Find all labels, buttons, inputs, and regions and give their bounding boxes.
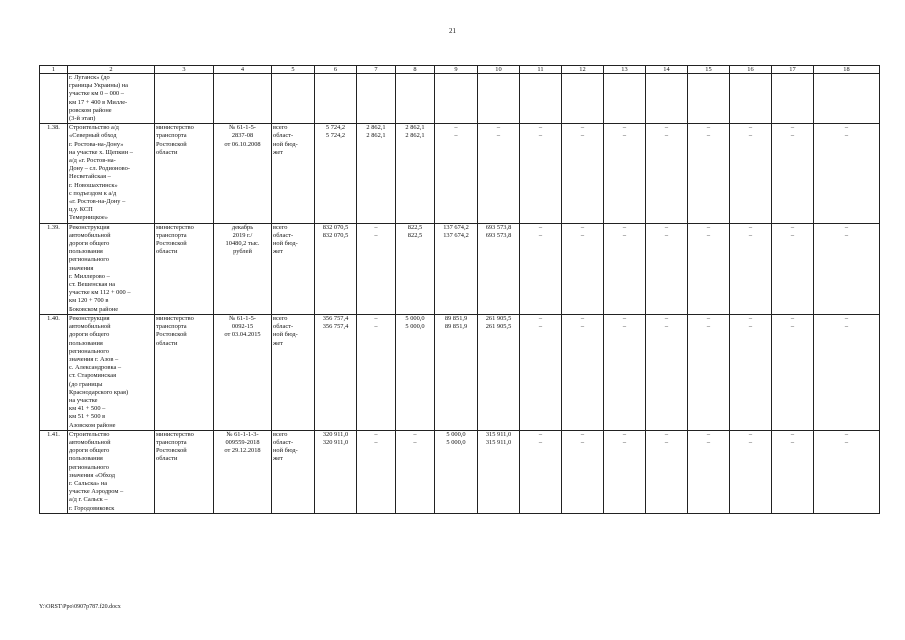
amount-total: – [664,124,669,132]
column-number-header: 2 [68,66,155,74]
amount-regional-budget: – [748,323,753,331]
amount-regional-budget: – [580,323,585,331]
amount-total: – [622,430,627,438]
amount-cell [520,124,562,223]
agency-cell-text: министерство транспорта Ростовской области [156,314,194,347]
funding-total-label: всего [273,223,288,231]
amount-cell [562,223,604,314]
amount-regional-budget: – [790,231,795,239]
amount-regional-budget: – [706,438,711,446]
amount-regional-budget: – [580,132,585,140]
amount-total: – [374,314,378,322]
amount-total: 2 862,1 [405,124,425,132]
funding-source-cell [272,430,315,513]
agency-cell [155,430,214,513]
amount-total: – [413,430,417,438]
amount-cell [315,314,357,430]
amount-total: – [664,314,669,322]
amount-total: – [706,124,711,132]
column-number-header: 13 [604,66,646,74]
amount-regional-budget: 832 070,5 [322,231,349,239]
amount-total: – [748,430,753,438]
column-number-header: 18 [814,66,880,74]
amount-cell [646,314,688,430]
amount-total: 832 070,5 [322,223,349,231]
funding-source-cell [272,74,315,124]
document-cell-text: № 61-1-5- 2837-08 от 06.10.2008 [224,124,261,148]
amount-regional-budget: – [706,132,711,140]
amount-total: – [496,124,501,132]
object-name-cell-text: Строительство автомобильной дороги общего пользования регионального значения «Обход г. Сальска» на участке Аэродром – а/д г. Сальск – г. Городовиковск [69,430,124,512]
amount-total: – [790,124,795,132]
amount-regional-budget: – [664,231,669,239]
amount-total: 5 000,0 [446,430,466,438]
amount-cell [357,74,396,124]
agency-cell [155,124,214,223]
amount-total: – [748,314,753,322]
funding-regional-budget-label: област- ной бюд- жет [273,323,298,347]
funding-regional-budget-label: област- ной бюд- жет [273,438,298,463]
amount-total: – [844,124,849,132]
row-number-cell [40,223,68,314]
amount-cell [646,74,688,124]
agency-cell [155,74,214,124]
amount-cell [646,223,688,314]
object-name-cell [68,124,155,223]
row-number-cell [40,74,68,124]
amount-cell [478,314,520,430]
object-name-cell-text: г. Луганск» (до границы Украины) на участке км 0 – 000 – км 17 + 400 в Милле- ровском районе (3-й этап) [69,74,129,123]
amount-total: 822,5 [407,223,423,231]
agency-cell-text: министерство транспорта Ростовской области [156,430,194,463]
amount-total: 356 757,4 [322,314,349,322]
amount-cell [688,430,730,513]
amount-regional-budget: – [664,438,669,446]
object-name-cell [68,74,155,124]
funding-total-label: всего [273,430,288,438]
funding-regional-budget-label: област- ной бюд- жет [273,132,298,156]
amount-regional-budget: – [374,438,378,446]
amount-total: – [844,430,849,438]
amount-cell [688,74,730,124]
column-number-header: 5 [272,66,315,74]
amount-cell [730,430,772,513]
amount-total: – [664,430,669,438]
amount-total: – [844,223,849,231]
funding-regional-budget-label: област- ной бюд- жет [273,231,298,256]
amount-regional-budget: – [844,132,849,140]
amount-total: 2 862,1 [366,124,386,132]
column-number-header: 3 [155,66,214,74]
amount-cell [646,124,688,223]
amount-cell [646,430,688,513]
column-number-header: 4 [214,66,272,74]
amount-cell [604,223,646,314]
amount-regional-budget: 5 000,0 [446,438,466,446]
funding-total-label: всего [273,314,288,322]
amount-regional-budget: – [748,231,753,239]
amount-cell [562,314,604,430]
amount-cell [772,124,814,223]
document-cell-text: № 61-1-5- 0092-15 от 03.04.2015 [224,314,261,339]
amount-regional-budget: 356 757,4 [322,323,349,331]
amount-cell [435,223,478,314]
amount-cell [357,314,396,430]
amount-total: – [706,430,711,438]
amount-total: – [374,430,378,438]
amount-regional-budget: – [622,323,627,331]
row-number-cell-text: 1.41. [47,430,60,438]
amount-total: – [580,124,585,132]
table-body [40,74,880,514]
amount-cell [688,124,730,223]
amount-total: 320 911,0 [322,430,349,438]
amount-cell [688,314,730,430]
amount-regional-budget: – [844,323,849,331]
amount-cell [396,430,435,513]
amount-cell [562,74,604,124]
document-cell [214,124,272,223]
funding-source-cell [272,223,315,314]
amount-regional-budget: – [844,438,849,446]
amount-cell [435,74,478,124]
amount-total: – [622,314,627,322]
column-number-header: 6 [315,66,357,74]
amount-cell [730,223,772,314]
amount-regional-budget: – [622,438,627,446]
object-name-cell-text: Строительство а/д «Северный обход г. Ростова-на-Дону» на участке х. Щепкин – а/д «г. Ростов-на- Дону – сл. Родионово- Несветайская – г. Новошахтинск» с подъездом к а/д «г. Ростов-на-Дону – ц.у. КСП Темерницкое» [69,124,133,222]
amount-cell [357,430,396,513]
amount-cell [604,74,646,124]
amount-regional-budget: – [790,323,795,331]
amount-total: – [706,223,711,231]
agency-cell-text: министерство транспорта Ростовской области [156,223,194,256]
amount-cell [562,124,604,223]
amount-cell [396,74,435,124]
amount-total: – [790,430,795,438]
object-name-cell-text: Реконструкция автомобильной дороги общего пользования регионального значения г. Миллерово – ст. Вешенская на участке км 112 + 000 – км 120 + 700 в Боковском районе [69,223,131,313]
amount-total: – [538,314,543,322]
amount-total: 261 905,5 [485,314,512,322]
amount-cell [357,223,396,314]
amount-regional-budget: – [538,132,543,140]
amount-cell [520,430,562,513]
amount-cell [396,314,435,430]
amount-regional-budget: – [622,132,627,140]
funding-total-label: всего [273,124,288,132]
row-number-cell-text: 1.38. [47,124,60,132]
table-row [40,223,880,314]
amount-regional-budget: 2 862,1 [366,132,386,140]
amount-total: – [454,124,458,132]
amount-cell [604,314,646,430]
amount-cell [772,430,814,513]
amount-regional-budget: – [664,132,669,140]
amount-cell [772,223,814,314]
table-row [40,74,880,124]
amount-cell [478,124,520,223]
amount-regional-budget: 261 905,5 [485,323,512,331]
agency-cell [155,223,214,314]
object-name-cell [68,430,155,513]
amount-cell [478,74,520,124]
amount-cell [478,223,520,314]
column-number-header: 15 [688,66,730,74]
funding-source-cell [272,124,315,223]
amount-cell [772,74,814,124]
amount-total: – [374,223,378,231]
amount-total: – [622,223,627,231]
table-row [40,124,880,223]
amount-total: – [748,124,753,132]
amount-regional-budget: – [622,231,627,239]
amount-cell [814,430,880,513]
amount-total: 315 911,0 [485,430,512,438]
amount-total: – [844,314,849,322]
amount-regional-budget: 320 911,0 [322,438,349,446]
amount-cell [520,74,562,124]
column-number-header: 1 [40,66,68,74]
amount-regional-budget: 89 851,9 [444,323,468,331]
document-cell [214,430,272,513]
document-cell [214,314,272,430]
amount-regional-budget: 822,5 [407,231,423,239]
amount-regional-budget: – [580,438,585,446]
amount-total: – [790,223,795,231]
amount-cell [814,314,880,430]
amount-regional-budget: – [748,132,753,140]
amount-total: – [664,223,669,231]
amount-regional-budget: 5 000,0 [405,323,425,331]
funding-source-cell [272,314,315,430]
amount-cell [520,314,562,430]
amount-cell [562,430,604,513]
row-number-cell-text: 1.39. [47,223,60,231]
amount-total: 5 000,0 [405,314,425,322]
amount-total: – [748,223,753,231]
amount-total: – [580,430,585,438]
table-row [40,430,880,513]
agency-cell [155,314,214,430]
amount-regional-budget: – [538,323,543,331]
object-name-cell [68,223,155,314]
amount-regional-budget: 2 862,1 [405,132,425,140]
amount-total: 89 851,9 [444,314,468,322]
amount-cell [357,124,396,223]
row-number-cell-text: 1.40. [47,314,60,322]
amount-regional-budget: – [844,231,849,239]
amount-cell [814,223,880,314]
column-number-header: 10 [478,66,520,74]
amount-cell [315,223,357,314]
amount-cell [396,124,435,223]
column-number-header: 16 [730,66,772,74]
amount-cell [396,223,435,314]
column-number-header: 7 [357,66,396,74]
financing-table [39,65,880,514]
amount-regional-budget: – [706,323,711,331]
amount-cell [814,124,880,223]
amount-regional-budget: 315 911,0 [485,438,512,446]
row-number-cell [40,314,68,430]
column-number-header: 17 [772,66,814,74]
amount-total: – [580,314,585,322]
amount-cell [604,430,646,513]
footer-file-path: Y:\ORST\Ppo\0907p787.f20.docx [39,604,121,610]
amount-total: 137 674,2 [443,223,469,231]
amount-cell [730,124,772,223]
row-number-cell [40,430,68,513]
amount-cell [604,124,646,223]
amount-total: – [790,314,795,322]
agency-cell-text: министерство транспорта Ростовской области [156,124,194,156]
amount-regional-budget: – [374,323,378,331]
amount-cell [435,314,478,430]
row-number-cell [40,124,68,223]
amount-total: – [706,314,711,322]
amount-regional-budget: 5 724,2 [325,132,346,140]
amount-cell [772,314,814,430]
amount-cell [315,124,357,223]
amount-regional-budget: – [790,132,795,140]
amount-regional-budget: – [454,132,458,140]
amount-regional-budget: – [496,132,501,140]
amount-total: 5 724,2 [325,124,346,132]
amount-total: – [622,124,627,132]
object-name-cell-text: Реконструкция автомобильной дороги общего пользования регионального значения г. Азов – с. Александровка – ст. Староминская (до границы Краснодарского края) на участке км 41 + 500 – км 51 + 500 в Азовском районе [69,314,129,429]
amount-total: – [580,223,585,231]
amount-regional-budget: 137 674,2 [443,231,469,239]
column-number-header: 9 [435,66,478,74]
amount-total: – [538,223,543,231]
amount-total: 693 573,8 [485,223,512,231]
column-number-header: 12 [562,66,604,74]
amount-cell [315,74,357,124]
page-number: 21 [449,27,456,35]
amount-cell [520,223,562,314]
column-number-row [40,66,880,74]
amount-cell [315,430,357,513]
amount-regional-budget: – [790,438,795,446]
document-cell-text: № 61-1-1-3- 009559-2018 от 29.12.2018 [224,430,261,455]
amount-regional-budget: 693 573,8 [485,231,512,239]
table-row [40,314,880,430]
amount-cell [688,223,730,314]
amount-cell [730,314,772,430]
amount-regional-budget: – [538,438,543,446]
amount-cell [478,430,520,513]
amount-total: – [538,430,543,438]
document-cell [214,223,272,314]
amount-cell [730,74,772,124]
amount-regional-budget: – [538,231,543,239]
amount-regional-budget: – [413,438,417,446]
amount-regional-budget: – [664,323,669,331]
document-cell [214,74,272,124]
amount-regional-budget: – [748,438,753,446]
column-number-header: 14 [646,66,688,74]
amount-regional-budget: – [374,231,378,239]
column-number-header: 8 [396,66,435,74]
amount-regional-budget: – [580,231,585,239]
amount-cell [435,430,478,513]
amount-cell [814,74,880,124]
document-cell-text: декабрь 2019 г./ 10480,2 тыс. рублей [225,223,260,256]
column-number-header: 11 [520,66,562,74]
amount-total: – [538,124,543,132]
amount-regional-budget: – [706,231,711,239]
amount-cell [435,124,478,223]
object-name-cell [68,314,155,430]
